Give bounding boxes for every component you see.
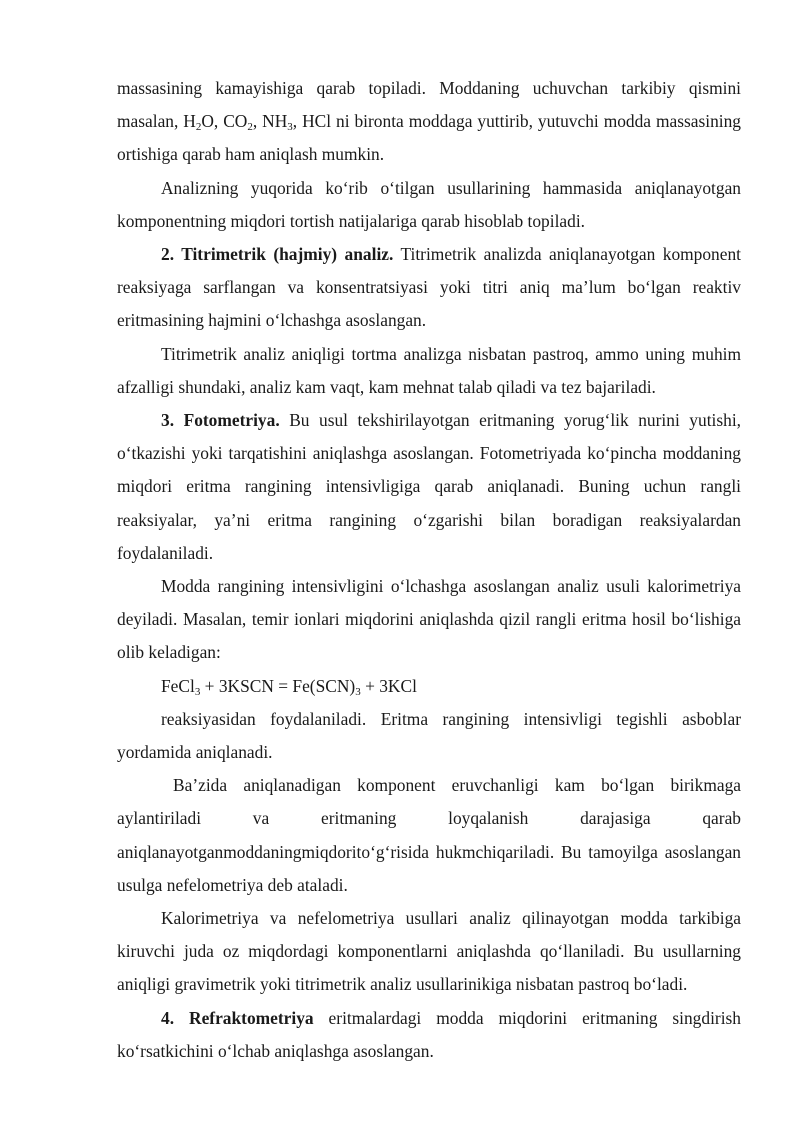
paragraph-titrimetric — [117, 238, 741, 338]
equation-text: FeCl — [161, 675, 195, 696]
paragraph-colorimetry: Modda rangining intensivligini o‘lchashga asoslangan analiz usuli kalorimetriya deyiladi. Masalan, temir ionlari miqdorini aniqlashda qizil rangli eritma hosil bo‘lishiga olib keladigan: — [117, 576, 741, 663]
subscript: 2 — [195, 121, 202, 134]
paragraph-titrimetric-accuracy: Titrimetrik analiz aniqligi tortma analizga nisbatan pastroq, ammo uning muhim afzalligi shundaki, analiz kam vaqt, kam mehnat talab qiladi va tez bajariladi. — [117, 343, 741, 397]
document-page — [117, 72, 741, 1068]
paragraph-text: eritmalardagi modda miqdorini eritmaning singdirish ko‘rsatkichini o‘lchab aniqlashga asoslangan. — [117, 1007, 741, 1061]
subscript: 2 — [247, 121, 253, 134]
paragraph-nephelometry: Ba’zida aniqlanadigan komponent eruvchanligi kam bo‘lgan birikmaga aylantiriladi va eritmaning loyqalanish darajasiga qarab aniqlanayotganmoddaningmiqdorito‘g‘risida hukmchiqariladi. Bu tamoyilga asoslangan usulga nefelometriya deb ataladi. — [117, 775, 741, 895]
subscript: 3 — [355, 685, 361, 698]
paragraph-refractometry — [117, 1002, 741, 1068]
paragraph-text: O, CO — [201, 111, 248, 132]
equation-text: + 3KSCN = Fe(SCN) — [200, 675, 356, 696]
section-heading-photometry: 3. Fotometriya. — [161, 410, 280, 431]
subscript: 3 — [287, 121, 293, 134]
paragraph-text: Titrimetrik analizda aniqlanayotgan komponent reaksiyaga sarflangan va konsentratsiyasi yoki titri aniq ma’lum bo‘lgan reaktiv eritmasining hajmini o‘lchashga asoslangan. — [117, 244, 741, 331]
paragraph-text: massasining kamayishiga qarab topiladi. Moddaning uchuvchan tarkibiy qismini masalan, H — [117, 78, 741, 132]
chemical-equation — [117, 670, 741, 703]
equation-text: + 3KCl — [360, 675, 417, 696]
paragraph-photometry — [117, 404, 741, 570]
paragraph-text: , HCl ni bironta moddaga yuttirib, yutuvchi modda massasining ortishiga qarab ham aniqlash mumkin. — [117, 111, 741, 165]
paragraph-reaction-usage: reaksiyasidan foydalaniladi. Eritma rangining intensivligi tegishli asboblar yordamida aniqlanadi. — [117, 708, 741, 763]
paragraph-methods-accuracy: Kalorimetriya va nefelometriya usullari analiz qilinayotgan modda tarkibiga kiruvchi juda oz miqdordagi komponentlarni aniqlashda qo‘llaniladi. Bu usullarning aniqligi gravimetrik yoki titrimetrik analiz usullarinikiga nisbatan pastroq bo‘ladi. — [117, 908, 741, 995]
paragraph-text: Bu usul tekshirilayotgan eritmaning yorug‘lik nurini yutishi, o‘tkazishi yoki tarqatishini aniqlashga asoslangan. Fotometriyada ko‘pincha moddaning miqdori eritma rangining intensivligiga qarab aniqlanadi. Buning uchun rangli reaksiyalar, ya’ni eritma rangining o‘zgarishi bilan boradigan reaksiyalardan foydalaniladi. — [117, 410, 742, 563]
section-heading-refractometry: 4. Refraktometriya — [161, 1007, 314, 1028]
subscript: 3 — [194, 685, 201, 698]
paragraph-gravimetry-continuation — [117, 72, 741, 172]
section-heading-titrimetric: 2. Titrimetrik (hajmiy) analiz. — [161, 244, 394, 265]
paragraph-analysis-summary: Analizning yuqorida ko‘rib o‘tilgan usullarining hammasida aniqlanayotgan komponentning miqdori tortish natijalariga qarab hisoblab topiladi. — [117, 177, 741, 231]
paragraph-text: , NH — [252, 111, 288, 132]
